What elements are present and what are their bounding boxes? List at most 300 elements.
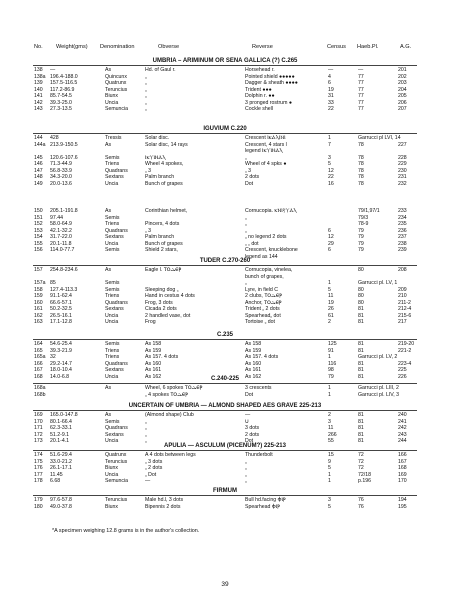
haeberlin-plate: 76 — [358, 503, 364, 510]
coin-number: 169 — [34, 412, 43, 418]
section-divider — [33, 495, 417, 496]
header-reverse: Reverse — [252, 44, 273, 50]
weight: 50.2-32.5 — [50, 306, 72, 313]
table-row — [0, 412, 450, 419]
obverse: Cicada 2 dots — [145, 306, 177, 313]
census: 9 — [328, 458, 331, 465]
coin-number: 168 — [34, 373, 43, 380]
table-row — [0, 135, 450, 142]
ag-number: 241 — [398, 418, 407, 425]
haeberlin-plate: 79/1,97/1 — [358, 208, 380, 214]
weight: 66.6-57.1 — [50, 299, 72, 306]
census: 33 — [328, 99, 334, 106]
ag-number: 168 — [398, 465, 407, 472]
reverse: Dot — [245, 180, 254, 187]
table-row — [0, 452, 450, 459]
reverse: As 162 — [245, 373, 262, 380]
reverse: „ — [245, 280, 247, 287]
obverse: — — [145, 478, 151, 485]
census: 15 — [328, 452, 334, 458]
table-row — [0, 392, 450, 399]
denomination: Uncia — [105, 240, 119, 247]
ag-number: 231 — [398, 174, 407, 181]
obverse: As 159 — [145, 347, 162, 354]
weight: 97.6-57.8 — [50, 497, 72, 503]
obverse: „ Dot — [145, 471, 157, 478]
weight: 31.7-22.0 — [50, 234, 72, 241]
ag-number: 203 — [398, 80, 407, 87]
section-title: C.240-225 — [210, 376, 240, 382]
reverse: As 161 — [245, 367, 262, 374]
obverse: „ — [145, 418, 147, 425]
ag-number: 167 — [398, 458, 407, 465]
section-divider — [33, 265, 417, 266]
obverse: A 4 dots between legs — [145, 452, 196, 458]
reverse: Lyre, in field C — [245, 286, 278, 293]
obverse: Bunch of grapes — [145, 180, 183, 187]
coin-number: 141 — [34, 93, 43, 100]
denomination: Uncia — [105, 180, 119, 187]
table-row — [0, 215, 450, 222]
obverse: Hand in cestus 4 dots — [145, 293, 195, 300]
reverse: ᑌ — [245, 418, 249, 425]
reverse: Cornucopia, vinelea, — [245, 267, 293, 273]
weight: 29.2-14.7 — [50, 360, 72, 367]
table-row — [0, 67, 450, 74]
ag-number: 242 — [398, 425, 407, 432]
haeberlin-plate: 81 — [358, 373, 364, 380]
coin-number: 178 — [34, 478, 43, 485]
table-row — [0, 385, 450, 392]
census: 5 — [328, 465, 331, 472]
obverse: „ — [145, 431, 147, 438]
section-divider — [33, 450, 417, 451]
reverse: „ — [245, 478, 247, 485]
reverse: Horsehead r. — [245, 67, 275, 73]
weight: 39.3-21.9 — [50, 347, 72, 354]
obverse: Solar disc. — [145, 135, 170, 141]
table-row — [0, 100, 450, 107]
obverse: Wheel, 6 spokes ⲦⲞⲆⲈⲢ — [145, 385, 203, 391]
header-haeb: Haeb.Pl. — [357, 44, 379, 50]
obverse: Shield 2 stars, — [145, 247, 178, 254]
weight: 114.0-77.7 — [50, 247, 75, 254]
table-row — [0, 354, 450, 361]
table-row — [0, 228, 450, 235]
obverse: Sleeping dog „ — [145, 286, 179, 293]
denomination: Uncia — [105, 312, 119, 319]
reverse: Wheel of 4 spks ● — [245, 161, 287, 168]
reverse: legend as 144 — [245, 253, 278, 260]
coin-number: 145 — [34, 154, 43, 161]
reverse: 3 pronged rostrum ● — [245, 99, 292, 106]
census: — — [328, 67, 334, 73]
obverse: Eagle l. ⲦⲞⲆⲈⲢ — [145, 267, 182, 273]
denomination: Quadrans — [105, 360, 128, 367]
reverse: As 157. 4 dots — [245, 354, 279, 361]
denomination: Triens — [105, 354, 120, 361]
obverse: „ — [145, 99, 147, 106]
denomination: Semis — [105, 280, 120, 287]
table-row — [0, 93, 450, 100]
denomination: Quincunx — [105, 73, 127, 80]
obverse: As 157. 4 dots — [145, 354, 179, 361]
ag-number: 228 — [398, 154, 407, 161]
weight: 196.4-188.0 — [50, 73, 78, 80]
weight: 85.7-54.5 — [50, 93, 72, 100]
obverse: ⲒⲔⲨⲒⲚⲀⲖ — [145, 154, 166, 161]
haeberlin-plate: 81 — [358, 431, 364, 438]
coin-number: 177 — [34, 471, 43, 478]
header-weight: Weight(gms) — [56, 44, 88, 50]
reverse: Trident ●●● — [245, 86, 272, 93]
reverse: Trident „ 2 dots — [245, 306, 280, 313]
weight: 32 — [50, 354, 56, 361]
coin-number: 155 — [34, 240, 43, 247]
coin-number: 142 — [34, 99, 43, 106]
obverse: As 161 — [145, 367, 162, 374]
denomination: Biunx — [105, 503, 118, 510]
obverse: „ — [145, 93, 147, 100]
haeberlin-plate: 78-9 — [358, 221, 369, 228]
section-title: C.235 — [216, 332, 233, 338]
ag-number: 219-20 — [398, 341, 415, 347]
census: 79 — [328, 373, 334, 380]
reverse: Dolphin r. ●● — [245, 93, 275, 100]
weight: 205.1-191.8 — [50, 208, 78, 214]
coin-number: 167 — [34, 367, 43, 374]
table-row — [0, 465, 450, 472]
obverse: As 160 — [145, 360, 162, 367]
reverse: „ — [245, 227, 247, 234]
haeberlin-plate: 77 — [358, 106, 364, 113]
reverse: Dagger & sheath ●●●● — [245, 80, 298, 87]
table-row — [0, 313, 450, 320]
table-row — [0, 267, 450, 274]
haeberlin-plate: 77 — [358, 99, 364, 106]
denomination: Triens — [105, 161, 120, 168]
obverse: Male hd.l, 3 dots — [145, 497, 184, 503]
ag-number: 204 — [398, 86, 407, 93]
table-row — [0, 155, 450, 162]
reverse: 3 dots — [245, 425, 260, 432]
obverse: Wheel 4 spokes, — [145, 161, 184, 168]
coin-number: 163 — [34, 319, 43, 326]
ag-number: 243 — [398, 431, 407, 438]
reverse: legend ⲒⲔⲨⲒⲚⲀⲖ — [245, 148, 283, 155]
coin-number: 166 — [34, 360, 43, 367]
census: 11 — [328, 425, 334, 432]
weight: 157.5-116.5 — [50, 80, 78, 87]
ag-number: 229 — [398, 161, 407, 168]
reverse: Cornucopia. ⲔⲚⲒⲊⲨⲀⲖ — [245, 208, 297, 214]
weight: 71.3-44.9 — [50, 161, 72, 168]
ag-number: 170 — [398, 478, 407, 485]
census: 1 — [328, 391, 331, 398]
reverse: „ — [245, 214, 247, 221]
weight: 117.2-86.9 — [50, 86, 75, 93]
haeberlin-plate: 81 — [358, 312, 364, 319]
coin-number: 158 — [34, 286, 43, 293]
table-row — [0, 241, 450, 248]
denomination: Sextans — [105, 234, 124, 241]
census: 3 — [328, 154, 331, 161]
coin-number: 165a — [34, 354, 46, 361]
ag-number: 226 — [398, 373, 407, 380]
ag-number: 240 — [398, 412, 407, 418]
weight: 39.3-25.0 — [50, 99, 72, 106]
table-row — [0, 74, 450, 81]
haeberlin-plate: 81 — [358, 367, 364, 374]
haeberlin-plate: Garrucci pl LVI, 14 — [358, 135, 401, 141]
obverse: Frog, 3 dots — [145, 299, 173, 306]
table-row — [0, 287, 450, 294]
haeberlin-plate: 78 — [358, 174, 364, 181]
reverse: Dot — [245, 438, 254, 445]
reverse: Cockle shell — [245, 106, 273, 113]
table-row — [0, 504, 450, 511]
census: 2 — [328, 412, 331, 418]
table-row — [0, 319, 450, 326]
obverse: Palm branch — [145, 234, 175, 241]
coin-number: 168a — [34, 385, 46, 391]
reverse: Crescent, knucklebone — [245, 247, 298, 254]
haeberlin-plate: 72 — [358, 465, 364, 472]
reverse: „ — [245, 458, 247, 465]
ag-number: 244 — [398, 438, 407, 445]
reverse: Bull hd.facing ⲪⲒⲢ — [245, 497, 286, 503]
denomination: Semis — [105, 214, 120, 221]
weight: 26.1-17.1 — [50, 465, 72, 472]
reverse: „ „ dot — [245, 240, 259, 247]
weight: 27.3-13.5 — [50, 106, 72, 113]
footnote: *A specimen weighing 12.8 grams is in the author's collection. — [52, 528, 200, 534]
census: 55 — [328, 438, 334, 445]
census: 5 — [328, 503, 331, 510]
weight: 34.3-20.0 — [50, 174, 72, 181]
haeberlin-plate: 81 — [358, 418, 364, 425]
coin-number: 149 — [34, 180, 43, 187]
reverse: 2 clubs, ⲦⲞⲆⲈⲢ — [245, 293, 282, 300]
table-row — [0, 208, 450, 215]
reverse: Spearhead„ dot — [245, 312, 281, 319]
census: 1 — [328, 471, 331, 478]
section-title: IGUVIUM C.220 — [203, 126, 247, 132]
obverse: As 158 — [145, 341, 162, 347]
weight: 20.0-13.6 — [50, 180, 72, 187]
coin-number: 143 — [34, 106, 43, 113]
haeberlin-plate: 80 — [358, 286, 364, 293]
ag-number: 215-6 — [398, 312, 412, 319]
ag-number: 212-4 — [398, 306, 412, 313]
denomination: Quatrunx — [105, 80, 127, 87]
weight: 51.6-29.4 — [50, 452, 72, 458]
obverse: „ — [145, 86, 147, 93]
ag-number: 205 — [398, 93, 407, 100]
haeberlin-plate: p.196 — [358, 478, 371, 485]
table-row — [0, 174, 450, 181]
table-row — [0, 142, 450, 149]
denomination: Semis — [105, 341, 120, 347]
denomination: Sextans — [105, 306, 124, 313]
ag-number: 239 — [398, 247, 407, 254]
census: 98 — [328, 367, 334, 374]
ag-number: 194 — [398, 497, 407, 503]
obverse: Frog — [145, 319, 156, 326]
denomination: Semis — [105, 247, 120, 254]
obverse: „ 3 dots — [145, 458, 163, 465]
census: 31 — [328, 93, 334, 100]
coin-number: 150 — [34, 208, 43, 214]
weight: 56.8-33.9 — [50, 167, 72, 174]
table-row — [0, 361, 450, 368]
denomination: Uncia — [105, 99, 119, 106]
denomination: Semis — [105, 154, 120, 161]
coin-number: 176 — [34, 465, 43, 472]
denomination: Quadrans — [105, 425, 128, 432]
coin-number: 168b — [34, 391, 46, 398]
section-divider — [33, 339, 417, 340]
reverse: 2 dots — [245, 174, 260, 181]
denomination: As — [105, 385, 112, 391]
ag-number: 195 — [398, 503, 407, 510]
denomination: As — [105, 141, 112, 148]
denomination: Uncia — [105, 471, 119, 478]
haeberlin-plate: 72/18 — [358, 471, 371, 478]
census: 61 — [328, 312, 334, 319]
census: 29 — [328, 240, 334, 247]
weight: 428 — [50, 135, 59, 141]
weight: 6.68 — [50, 478, 61, 485]
coin-number: 175 — [34, 458, 43, 465]
haeberlin-plate: 77 — [358, 93, 364, 100]
haeberlin-plate: 81 — [358, 412, 364, 418]
obverse: „ — [145, 106, 147, 113]
denomination: Semuncia — [105, 106, 129, 113]
coin-number: 151 — [34, 214, 43, 221]
weight: 17.1-12.8 — [50, 319, 72, 326]
coin-number: 138 — [34, 67, 43, 73]
haeberlin-plate: 79 — [358, 247, 364, 254]
obverse: „ 2 dots — [145, 465, 163, 472]
coin-number: 162 — [34, 312, 43, 319]
census: 5 — [328, 161, 331, 168]
haeberlin-plate: Garrucci pl. LV, 1 — [358, 280, 398, 287]
denomination: Teruncius — [105, 458, 128, 465]
ag-number: 206 — [398, 99, 407, 106]
census: 1 — [328, 478, 331, 485]
haeberlin-plate: 81 — [358, 347, 364, 354]
reverse: „ — [245, 154, 247, 161]
obverse: Palm branch — [145, 174, 175, 181]
coin-number: 139 — [34, 80, 43, 87]
obverse: Corinthian helmet, — [145, 208, 188, 214]
census: 22 — [328, 106, 334, 113]
haeberlin-plate: 80 — [358, 293, 364, 300]
haeberlin-plate: 78 — [358, 167, 364, 174]
table-row — [0, 341, 450, 348]
census: 6 — [328, 227, 331, 234]
coin-number: 179 — [34, 497, 43, 503]
reverse: „ 3 — [245, 167, 252, 174]
denomination: Quadrans — [105, 227, 128, 234]
denomination: As — [105, 208, 112, 214]
haeberlin-plate: 78 — [358, 141, 364, 148]
census: 2 — [328, 319, 331, 326]
coin-number: 157a — [34, 280, 46, 287]
reverse: „ — [245, 471, 247, 478]
section-divider — [33, 383, 417, 384]
census: 6 — [328, 247, 331, 254]
haeberlin-plate: 78 — [358, 180, 364, 187]
haeberlin-plate: Garrucci pl. LIV, 3 — [358, 391, 400, 398]
obverse: 2 handled vase, dot — [145, 312, 191, 319]
header-no: No. — [34, 44, 43, 50]
haeberlin-plate: 72 — [358, 458, 364, 465]
obverse: „ — [145, 425, 147, 432]
haeberlin-plate: 78 — [358, 154, 364, 161]
denomination: Semis — [105, 286, 120, 293]
ag-number: 210 — [398, 293, 407, 300]
reverse: „ — [245, 221, 247, 228]
weight: 49.0-37.8 — [50, 503, 72, 510]
coin-number: 153 — [34, 227, 43, 234]
obverse: (Almond shape) Club — [145, 412, 194, 418]
haeberlin-plate: 81 — [358, 360, 364, 367]
reverse: Crescent, 4 stars l — [245, 141, 287, 148]
census: 3 — [328, 497, 331, 503]
coin-number: 165 — [34, 347, 43, 354]
coin-number: 170 — [34, 418, 43, 425]
haeberlin-plate: 79 — [358, 240, 364, 247]
ag-number: 169 — [398, 471, 407, 478]
header-ag: A.G. — [400, 44, 412, 50]
haeberlin-plate: 81 — [358, 438, 364, 445]
denomination: Triens — [105, 347, 120, 354]
obverse: „ 4 spokes ⲦⲞⲆⲈⲢ — [145, 391, 189, 398]
denomination: Quadrans — [105, 299, 128, 306]
section-title: FIRMUM — [213, 488, 237, 494]
denomination: Sextans — [105, 174, 124, 181]
section-divider — [33, 410, 417, 411]
census: 16 — [328, 180, 334, 187]
weight: 58.0-64.9 — [50, 221, 72, 228]
haeberlin-plate: 76 — [358, 497, 364, 503]
section-divider — [33, 65, 417, 66]
census: 91 — [328, 347, 334, 354]
census: 125 — [328, 341, 337, 347]
coin-number: 174 — [34, 452, 43, 458]
header-denomination: Denomination — [100, 44, 135, 50]
ag-number: 209 — [398, 286, 407, 293]
weight: 97.44 — [50, 214, 63, 221]
weight: 91.1-62.4 — [50, 293, 72, 300]
table-row — [0, 148, 450, 155]
table-row — [0, 87, 450, 94]
census: 5 — [328, 286, 331, 293]
section-divider — [33, 133, 417, 134]
denomination: Quatrunx — [105, 452, 127, 458]
weight: 20.1-11.8 — [50, 240, 72, 247]
census: 7 — [328, 141, 331, 148]
table-row — [0, 221, 450, 228]
coin-number: 173 — [34, 438, 43, 445]
obverse: „ 3 — [145, 167, 152, 174]
weight: 85 — [50, 280, 56, 287]
ag-number: 217 — [398, 319, 407, 326]
reverse: Crescent ⲒⲔⲀⲖⲒⲚⲒ — [245, 135, 286, 141]
obverse: „ — [145, 73, 147, 80]
